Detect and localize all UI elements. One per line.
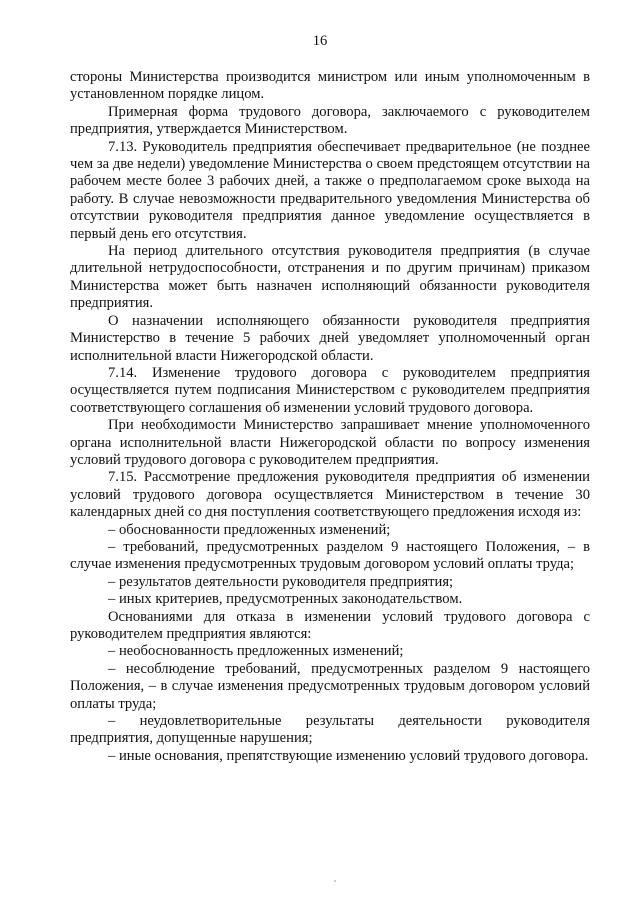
paragraph: 7.14. Изменение трудового договора с руководителем предприятия осуществляется путем подписания Министерством с руководителем предприятия соответствующего соглашения об изменении условий трудового договора. xyxy=(70,364,590,416)
paragraph: Примерная форма трудового договора, заключаемого с руководителем предприятия, утверждается Министерством. xyxy=(70,103,590,138)
list-item: – иных критериев, предусмотренных законодательством. xyxy=(108,591,463,608)
list-item: – неудовлетворительные результаты деятельности руководителя предприятия, допущенные нарушения; xyxy=(70,713,590,747)
list-item: – необоснованность предложенных изменений; xyxy=(108,643,404,660)
page-body xyxy=(70,69,590,765)
paragraph: стороны Министерства производится министром или иным уполномоченным в установленном порядке лицом. xyxy=(70,69,590,103)
scan-speck xyxy=(334,880,336,882)
list-item: – обоснованности предложенных изменений; xyxy=(108,521,391,538)
paragraph: О назначении исполняющего обязанности руководителя предприятия Министерство в течение 5 рабочих дней уведомляет уполномоченный орган исполнительной власти Нижегородской области. xyxy=(70,312,590,364)
list-item: – результатов деятельности руководителя предприятия; xyxy=(108,573,454,590)
paragraph: Основаниями для отказа в изменении условий трудового договора с руководителем предприятия являются: xyxy=(70,608,590,642)
paragraph: 7.15. Рассмотрение предложения руководителя предприятия об изменении условий трудового договора осуществляется Министерством в течение 30 календарных дней со дня поступления соответствующего предложения исходя из: xyxy=(70,469,590,521)
list-item: – несоблюдение требований, предусмотренных разделом 9 настоящего Положения, – в случае изменения предусмотренных трудовым договором условий оплаты труда; xyxy=(70,660,590,712)
paragraph: 7.13. Руководитель предприятия обеспечивает предварительное (не позднее чем за две недели) уведомление Министерства о своем предстоящем отсутствии на рабочем месте более 3 рабочих дней, а также о предполагаемом сроке выхода на работу. В случае невозможности предварительного уведомления Министерства об отсутствии руководителя предприятия данное уведомление осуществляется в первый день его отсутствия. xyxy=(70,138,590,242)
paragraph: При необходимости Министерство запрашивает мнение уполномоченного органа исполнительной власти Нижегородской области по вопросу изменения условий трудового договора с руководителем предприятия. xyxy=(70,417,590,468)
list-item: – иные основания, препятствующие изменению условий трудового договора. xyxy=(108,747,589,764)
list-item: – требований, предусмотренных разделом 9 настоящего Положения, – в случае изменения предусмотренных трудовым договором условий оплаты труда; xyxy=(70,538,590,573)
paragraph: На период длительного отсутствия руководителя предприятия (в случае длительной нетрудоспособности, отстранения и по другим причинам) приказом Министерства может быть назначен исполняющий обязанности руководителя предприятия. xyxy=(70,243,590,312)
page-number: 16 xyxy=(312,33,328,49)
